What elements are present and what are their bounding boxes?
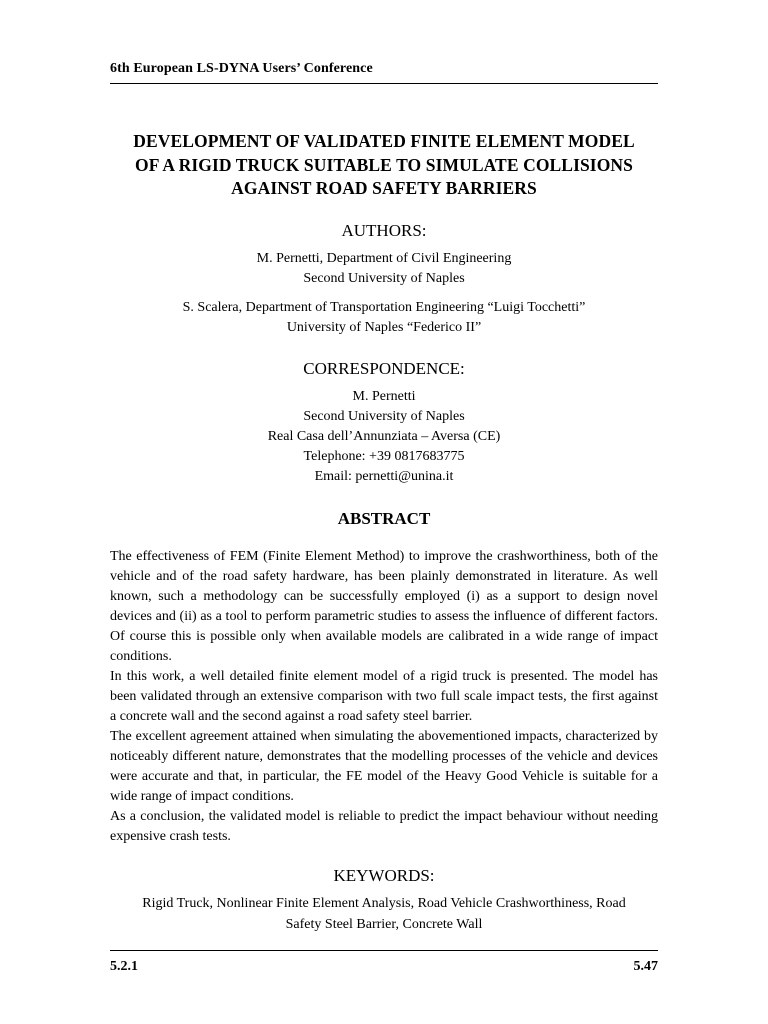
abstract-paragraph-4: As a conclusion, the validated model is reliable to predict the impact behaviour without needing expensive crash tests. — [110, 809, 658, 844]
keywords-heading: KEYWORDS: — [333, 866, 435, 885]
abstract-body — [110, 547, 658, 847]
keywords-line-2: Safety Steel Barrier, Concrete Wall — [285, 917, 483, 932]
footer-rule — [110, 950, 658, 951]
abstract-paragraph-1: The effectiveness of FEM (Finite Element Method) to improve the crashworthiness, both of the vehicle and of the road safety hardware, has been plainly demonstrated in literature. As well known, such a methodology can be successfully employed (i) as a support to design novel devices and (ii) as a tool to perform parametric studies to assess the influence of different factors. Of course this is possible only when available models are calibrated in a wide range of impact conditions. — [110, 549, 658, 664]
correspondence-heading: CORRESPONDENCE: — [303, 359, 465, 378]
correspondence-name: M. Pernetti — [352, 389, 416, 404]
author1-university: Second University of Naples — [303, 271, 465, 286]
header-rule — [110, 83, 658, 84]
title-line-3: AGAINST ROAD SAFETY BARRIERS — [231, 178, 537, 198]
author1-affiliation: M. Pernetti, Department of Civil Engineering — [256, 251, 512, 266]
abstract-heading: ABSTRACT — [337, 509, 431, 528]
correspondence-address: Real Casa dell’Annunziata – Aversa (CE) — [267, 429, 501, 444]
author2-affiliation: S. Scalera, Department of Transportation Engineering “Luigi Tocchetti” — [182, 300, 586, 315]
authors-heading: AUTHORS: — [341, 221, 427, 240]
author2-university: University of Naples “Federico II” — [286, 320, 482, 335]
correspondence-institution: Second University of Naples — [303, 409, 465, 424]
abstract-paragraph-2: In this work, a well detailed finite element model of a rigid truck is presented. The model has been validated through an extensive comparison with two full scale impact tests, the first against a concrete wall and the second against a road safety steel barrier. — [110, 669, 658, 724]
correspondence-email: Email: pernetti@unina.it — [314, 469, 454, 484]
conference-header: 6th European LS-DYNA Users’ Conference — [110, 61, 373, 76]
abstract-paragraph-3: The excellent agreement attained when simulating the abovementioned impacts, characterized by noticeably different nature, demonstrates that the modelling processes of the vehicle and devices were accurate and that, in particular, the FE model of the Heavy Good Vehicle is suitable for a wide range of impact conditions. — [110, 729, 658, 804]
page-number: 5.47 — [633, 959, 658, 974]
section-number: 5.2.1 — [110, 959, 138, 974]
correspondence-telephone: Telephone: +39 0817683775 — [303, 449, 465, 464]
title-line-2: OF A RIGID TRUCK SUITABLE TO SIMULATE COLLISIONS — [134, 154, 634, 175]
keywords-list — [110, 893, 658, 935]
title-line-1: DEVELOPMENT OF VALIDATED FINITE ELEMENT MODEL — [133, 131, 635, 151]
paper-title — [104, 130, 664, 201]
keywords-line-1: Rigid Truck, Nonlinear Finite Element Analysis, Road Vehicle Crashworthiness, Road — [142, 896, 626, 911]
